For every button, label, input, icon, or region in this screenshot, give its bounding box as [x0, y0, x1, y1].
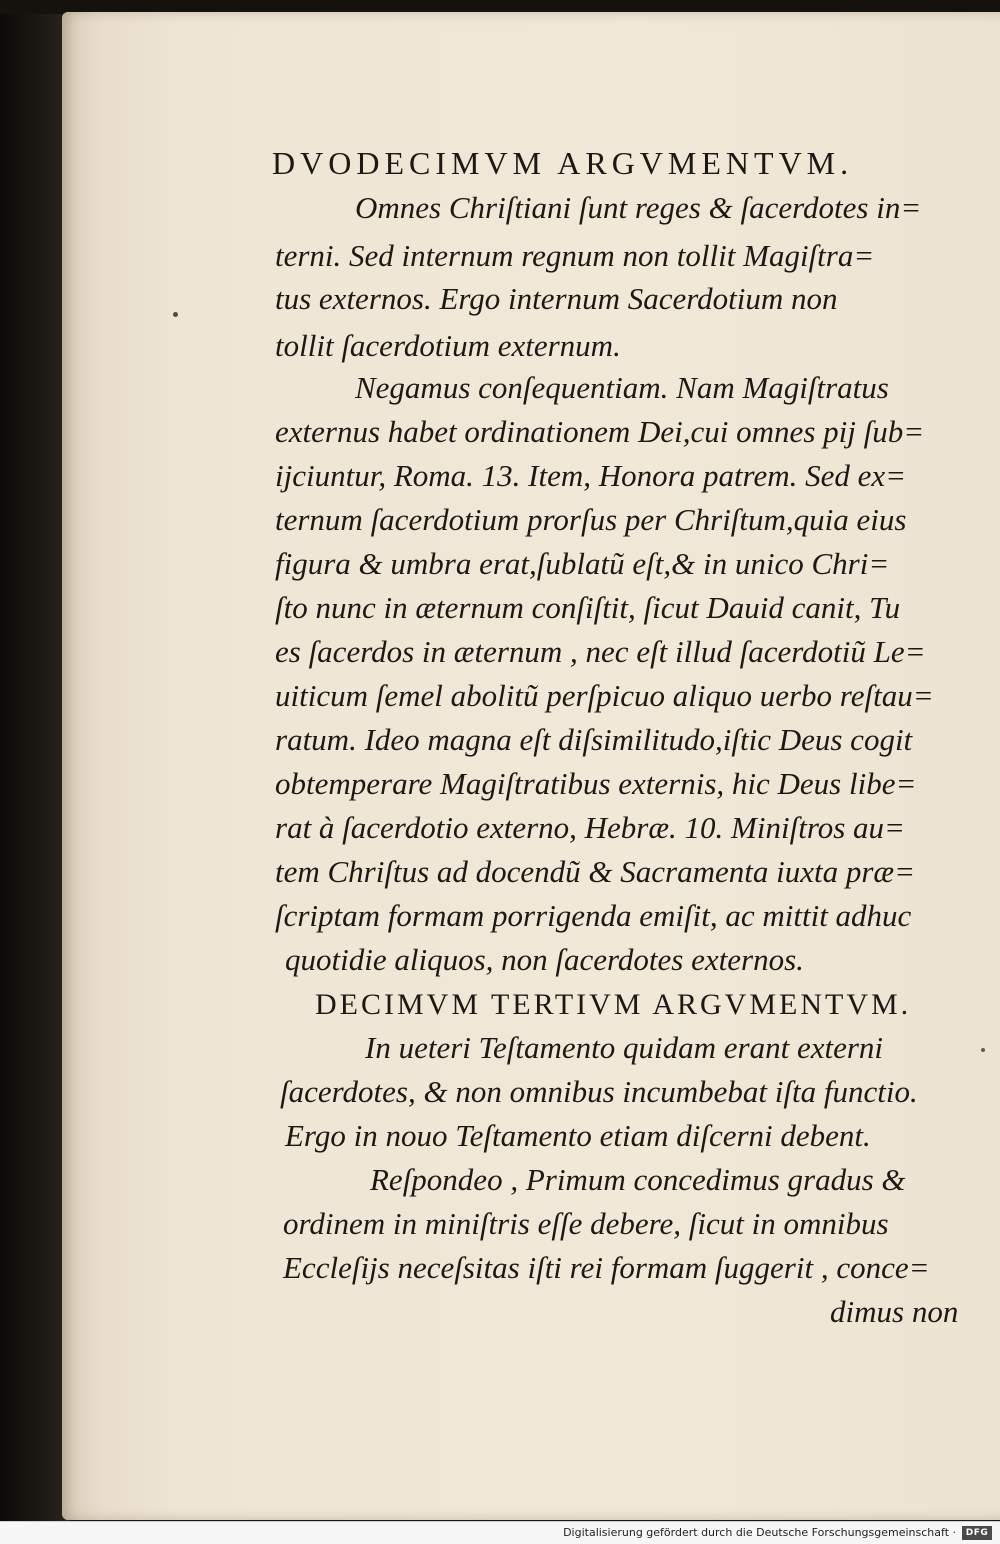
text-line: In ueteri Teſtamento quidam erant externi: [365, 1030, 884, 1065]
text-line: obtemperare Magiſtratibus externis, hic Deus libe=: [275, 766, 917, 801]
text-line: ijciuntur, Roma. 13. Item, Honora patrem. Sed ex=: [275, 458, 907, 493]
text-line: es ſacerdos in æternum , nec eſt illud ſacerdotiũ Le=: [275, 634, 926, 669]
section-heading: DECIMVM TERTIVM ARGVMENTVM.: [315, 988, 912, 1021]
text-line: terni. Sed internum regnum non tollit Magiſtra=: [275, 238, 875, 273]
text-line: externus habet ordinationem Dei,cui omnes pij ſub=: [275, 414, 925, 449]
text-line: Reſpondeo , Primum concedimus gradus &: [370, 1162, 906, 1197]
ink-speck: [173, 312, 178, 317]
funding-credit: Digitalisierung gefördert durch die Deutsche Forschungsgemeinschaft ·: [563, 1526, 956, 1539]
footer-bar: [0, 1521, 1000, 1544]
text-line: quotidie aliquos, non ſacerdotes externos.: [285, 942, 804, 977]
text-line: Eccleſijs neceſsitas iſti rei formam ſuggerit , conce=: [283, 1250, 930, 1285]
text-line: Ergo in nouo Teſtamento etiam diſcerni debent.: [285, 1118, 871, 1153]
book-gutter: [0, 0, 70, 1543]
text-line: Negamus conſequentiam. Nam Magiſtratus: [355, 370, 889, 405]
text-line: tollit ſacerdotium externum.: [275, 328, 621, 363]
text-line: ſacerdotes, & non omnibus incumbebat iſta functio.: [280, 1074, 918, 1109]
text-line: ſto nunc in æternum conſiſtit, ſicut Dauid canit, Tu: [275, 590, 901, 625]
dfg-logo-icon: DFG: [962, 1526, 992, 1540]
text-line: figura & umbra erat,ſublatũ eſt,& in unico Chri=: [275, 546, 890, 581]
text-line: tem Chriſtus ad docendũ & Sacramenta iuxta præ=: [275, 854, 916, 889]
text-line: rat à ſacerdotio externo, Hebræ. 10. Miniſtros au=: [275, 810, 905, 845]
catchword: dimus non: [830, 1294, 959, 1329]
text-line: ternum ſacerdotium prorſus per Chriſtum,quia eius: [275, 502, 907, 537]
section-heading: DVODECIMVM ARGVMENTVM.: [272, 145, 854, 181]
text-line: tus externos. Ergo internum Sacerdotium non: [275, 281, 838, 316]
text-line: Omnes Chriſtiani ſunt reges & ſacerdotes in=: [355, 190, 922, 225]
text-line: ordinem in miniſtris eſſe debere, ſicut in omnibus: [283, 1206, 889, 1241]
ink-speck: [981, 1048, 985, 1052]
text-line: ratum. Ideo magna eſt diſsimilitudo,iſtic Deus cogit: [275, 722, 913, 757]
text-line: ſcriptam formam porrigenda emiſit, ac mittit adhuc: [275, 898, 912, 933]
text-line: uiticum ſemel abolitũ perſpicuo aliquo uerbo reſtau=: [275, 678, 934, 713]
